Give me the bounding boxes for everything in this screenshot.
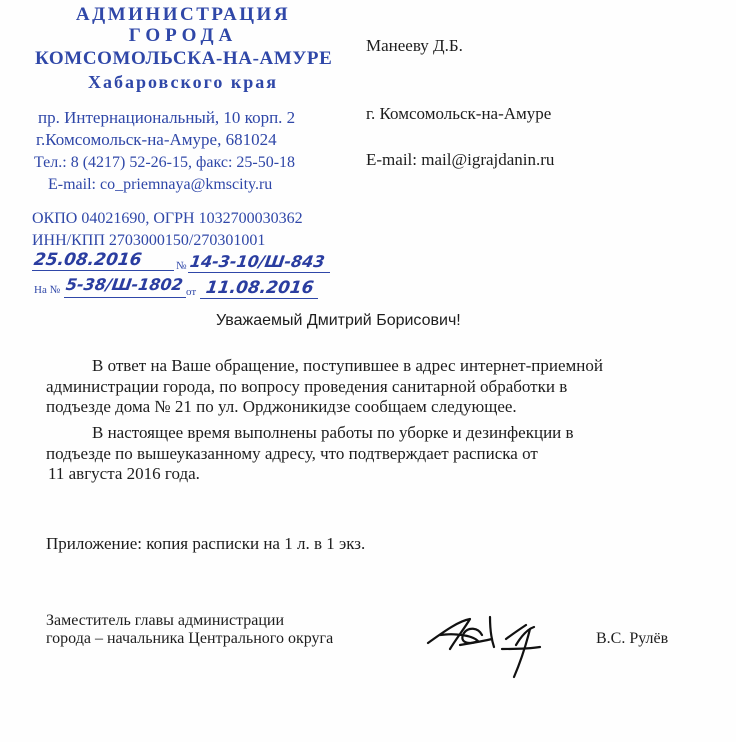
body-p1-line-2: администрации города, по вопросу проведения санитарной обработки в: [46, 376, 568, 396]
recipient-email: E-mail: mail@igrajdanin.ru: [366, 150, 555, 169]
reference-from-label: от: [186, 286, 197, 298]
org-name-line3: КОМСОМОЛЬСКА-НА-АМУРЕ: [35, 48, 333, 69]
body-paragraph-1: [46, 356, 696, 418]
org-region: Хабаровского края: [88, 72, 278, 92]
attachment-note: Приложение: копия расписки на 1 л. в 1 экз.: [46, 534, 366, 553]
handwritten-signature: [420, 605, 550, 683]
org-inn-kpp: ИНН/КПП 2703000150/270301001: [32, 232, 266, 249]
org-phone: Тел.: 8 (4217) 52-26-15, факс: 25-50-18: [34, 154, 296, 171]
org-email: E-mail: co_priemnaya@kmscity.ru: [48, 176, 273, 193]
signer-position-line2: города – начальника Центрального округа: [46, 630, 334, 647]
body-p2-line-2: подъезде по вышеуказанному адресу, что подтверждает расписка от: [46, 443, 538, 463]
body-paragraph-2: [46, 423, 696, 485]
salutation: Уважаемый Дмитрий Борисович!: [216, 312, 461, 329]
recipient-name: Манееву Д.Б.: [366, 36, 463, 55]
reference-number: 5-38/Ш-1802: [64, 275, 185, 294]
registration-date-underline: [32, 270, 174, 271]
registration-date: 25.08.2016: [32, 250, 143, 270]
reference-date: 11.08.2016: [204, 278, 315, 298]
org-okpo-ogrn: ОКПО 04021690, ОГРН 1032700030362: [32, 210, 303, 227]
registration-number: 14-3-10/Ш-843: [188, 252, 326, 271]
recipient-city: г. Комсомольск-на-Амуре: [366, 104, 552, 123]
body-p1-line-1: В ответ на Ваше обращение, поступившее в адрес интернет-приемной: [92, 356, 603, 375]
org-address-street: пр. Интернациональный, 10 корп. 2: [38, 108, 296, 127]
reference-date-underline: [200, 298, 318, 299]
body-p2-line-1: В настоящее время выполнены работы по уборке и дезинфекции в: [92, 423, 574, 442]
org-name-line1: АДМИНИСТРАЦИЯ: [75, 4, 291, 25]
registration-number-label: №: [176, 260, 187, 272]
reference-number-underline: [64, 297, 186, 298]
signer-name: В.С. Рулёв: [596, 630, 669, 647]
signer-position-line1: Заместитель главы администрации: [46, 612, 285, 629]
reference-number-label: На №: [34, 284, 61, 296]
org-name-line2: ГОРОДА: [128, 25, 238, 46]
body-p1-line-3: подъезде дома № 21 по ул. Орджоникидзе сообщаем следующее.: [46, 397, 517, 416]
body-p2-line-3: 11 августа 2016 года.: [48, 464, 200, 483]
org-address-city: г.Комсомольск-на-Амуре, 681024: [36, 130, 277, 149]
registration-number-underline: [188, 272, 330, 273]
